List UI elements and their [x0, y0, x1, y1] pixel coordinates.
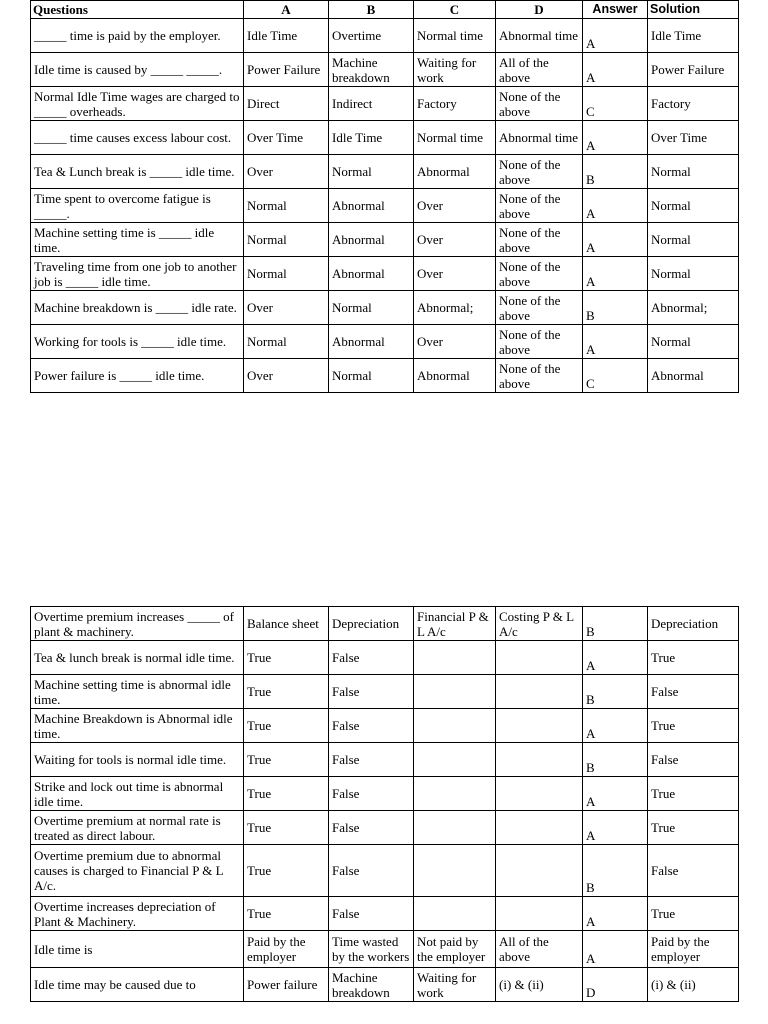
question-cell: Machine setting time is _____ idle time.: [31, 223, 244, 257]
option-c-cell: [414, 845, 496, 897]
header-row: [31, 1, 739, 19]
question-cell: Traveling time from one job to another job is _____ idle time.: [31, 257, 244, 291]
answer-cell: A: [583, 189, 648, 223]
question-cell: Idle time is: [31, 931, 244, 968]
option-d-cell: [496, 641, 583, 675]
answer-cell: B: [583, 291, 648, 325]
option-b-cell: False: [329, 675, 414, 709]
option-b-cell: Indirect: [329, 87, 414, 121]
option-a-cell: Power Failure: [244, 53, 329, 87]
solution-cell: Normal: [648, 257, 739, 291]
table-row: [31, 811, 739, 845]
option-a-cell: Over Time: [244, 121, 329, 155]
question-cell: Strike and lock out time is abnormal idle time.: [31, 777, 244, 811]
option-c-cell: [414, 641, 496, 675]
solution-cell: True: [648, 709, 739, 743]
answer-cell: B: [583, 845, 648, 897]
option-d-cell: All of the above: [496, 931, 583, 968]
option-b-cell: Normal: [329, 359, 414, 393]
question-cell: Overtime increases depreciation of Plant & Machinery.: [31, 897, 244, 931]
answer-cell: B: [583, 675, 648, 709]
option-d-cell: Abnormal time: [496, 19, 583, 53]
option-d-cell: [496, 743, 583, 777]
option-c-cell: Waiting for work: [414, 968, 496, 1002]
option-c-cell: Over: [414, 257, 496, 291]
option-c-cell: Factory: [414, 87, 496, 121]
option-b-cell: Machine breakdown: [329, 53, 414, 87]
table-row: [31, 87, 739, 121]
answer-cell: D: [583, 968, 648, 1002]
question-cell: Tea & Lunch break is _____ idle time.: [31, 155, 244, 189]
option-b-cell: Time wasted by the workers: [329, 931, 414, 968]
solution-cell: False: [648, 675, 739, 709]
option-d-cell: None of the above: [496, 359, 583, 393]
question-cell: Idle time is caused by _____ _____.: [31, 53, 244, 87]
option-b-cell: Normal: [329, 155, 414, 189]
option-b-cell: Abnormal: [329, 257, 414, 291]
option-c-cell: Over: [414, 223, 496, 257]
option-b-cell: Machine breakdown: [329, 968, 414, 1002]
option-a-cell: Normal: [244, 325, 329, 359]
option-b-cell: False: [329, 897, 414, 931]
option-d-cell: None of the above: [496, 291, 583, 325]
table-row: [31, 709, 739, 743]
option-d-cell: None of the above: [496, 87, 583, 121]
option-c-cell: [414, 709, 496, 743]
option-b-cell: False: [329, 845, 414, 897]
question-cell: Time spent to overcome fatigue is _____.: [31, 189, 244, 223]
option-c-cell: [414, 897, 496, 931]
header-c: C: [414, 1, 496, 19]
option-d-cell: [496, 811, 583, 845]
option-b-cell: Abnormal: [329, 189, 414, 223]
solution-cell: Normal: [648, 223, 739, 257]
option-c-cell: [414, 811, 496, 845]
header-answer: Answer: [583, 1, 648, 19]
question-cell: Waiting for tools is normal idle time.: [31, 743, 244, 777]
answer-cell: A: [583, 641, 648, 675]
mcq-table-1: [30, 0, 739, 393]
question-cell: Tea & lunch break is normal idle time.: [31, 641, 244, 675]
option-c-cell: [414, 777, 496, 811]
option-c-cell: [414, 675, 496, 709]
option-d-cell: None of the above: [496, 155, 583, 189]
solution-cell: True: [648, 641, 739, 675]
option-a-cell: True: [244, 777, 329, 811]
table-row: [31, 291, 739, 325]
solution-cell: False: [648, 845, 739, 897]
question-cell: Idle time may be caused due to: [31, 968, 244, 1002]
table-row: [31, 53, 739, 87]
option-d-cell: Abnormal time: [496, 121, 583, 155]
question-cell: Normal Idle Time wages are charged to _____ overheads.: [31, 87, 244, 121]
question-cell: Overtime premium increases _____ of plant & machinery.: [31, 607, 244, 641]
header-b: B: [329, 1, 414, 19]
option-a-cell: Over: [244, 155, 329, 189]
option-a-cell: Normal: [244, 223, 329, 257]
solution-cell: Paid by the employer: [648, 931, 739, 968]
option-a-cell: Normal: [244, 189, 329, 223]
solution-cell: Power Failure: [648, 53, 739, 87]
option-c-cell: Waiting for work: [414, 53, 496, 87]
solution-cell: False: [648, 743, 739, 777]
table-row: [31, 359, 739, 393]
question-cell: Machine setting time is abnormal idle time.: [31, 675, 244, 709]
option-b-cell: False: [329, 641, 414, 675]
table-row: [31, 641, 739, 675]
option-d-cell: [496, 709, 583, 743]
option-c-cell: Abnormal: [414, 359, 496, 393]
option-a-cell: Idle Time: [244, 19, 329, 53]
option-b-cell: Idle Time: [329, 121, 414, 155]
option-b-cell: False: [329, 709, 414, 743]
table-row: [31, 257, 739, 291]
option-d-cell: [496, 897, 583, 931]
option-a-cell: Over: [244, 359, 329, 393]
option-a-cell: Paid by the employer: [244, 931, 329, 968]
option-a-cell: Power failure: [244, 968, 329, 1002]
table-row: [31, 189, 739, 223]
answer-cell: A: [583, 53, 648, 87]
solution-cell: Abnormal;: [648, 291, 739, 325]
solution-cell: Normal: [648, 325, 739, 359]
option-b-cell: Abnormal: [329, 325, 414, 359]
answer-cell: A: [583, 223, 648, 257]
question-cell: Overtime premium due to abnormal causes is charged to Financial P & L A/c.: [31, 845, 244, 897]
answer-cell: A: [583, 257, 648, 291]
option-b-cell: Normal: [329, 291, 414, 325]
question-cell: Machine breakdown is _____ idle rate.: [31, 291, 244, 325]
solution-cell: (i) & (ii): [648, 968, 739, 1002]
table-row: [31, 845, 739, 897]
option-d-cell: None of the above: [496, 257, 583, 291]
option-c-cell: [414, 743, 496, 777]
answer-cell: B: [583, 155, 648, 189]
answer-cell: A: [583, 777, 648, 811]
option-b-cell: False: [329, 743, 414, 777]
question-cell: _____ time causes excess labour cost.: [31, 121, 244, 155]
table-row: [31, 155, 739, 189]
solution-cell: Normal: [648, 189, 739, 223]
option-c-cell: Over: [414, 189, 496, 223]
option-a-cell: Balance sheet: [244, 607, 329, 641]
option-a-cell: Direct: [244, 87, 329, 121]
solution-cell: Over Time: [648, 121, 739, 155]
table-row: [31, 777, 739, 811]
option-c-cell: Over: [414, 325, 496, 359]
question-cell: _____ time is paid by the employer.: [31, 19, 244, 53]
option-d-cell: None of the above: [496, 223, 583, 257]
option-d-cell: [496, 777, 583, 811]
question-cell: Power failure is _____ idle time.: [31, 359, 244, 393]
answer-cell: A: [583, 19, 648, 53]
table-row: [31, 675, 739, 709]
option-a-cell: True: [244, 897, 329, 931]
option-b-cell: False: [329, 777, 414, 811]
option-a-cell: True: [244, 675, 329, 709]
question-cell: Working for tools is _____ idle time.: [31, 325, 244, 359]
solution-cell: Factory: [648, 87, 739, 121]
table-row: [31, 931, 739, 968]
table-row: [31, 897, 739, 931]
table-row: [31, 325, 739, 359]
solution-cell: True: [648, 897, 739, 931]
option-a-cell: True: [244, 811, 329, 845]
table-row: [31, 19, 739, 53]
header-questions: Questions: [31, 1, 244, 19]
table-row: [31, 743, 739, 777]
solution-cell: Abnormal: [648, 359, 739, 393]
answer-cell: A: [583, 811, 648, 845]
answer-cell: A: [583, 931, 648, 968]
answer-cell: A: [583, 709, 648, 743]
answer-cell: A: [583, 325, 648, 359]
header-solution: Solution: [648, 1, 739, 19]
option-d-cell: (i) & (ii): [496, 968, 583, 1002]
answer-cell: A: [583, 121, 648, 155]
solution-cell: True: [648, 777, 739, 811]
option-d-cell: All of the above: [496, 53, 583, 87]
option-a-cell: Normal: [244, 257, 329, 291]
option-a-cell: True: [244, 709, 329, 743]
header-d: D: [496, 1, 583, 19]
question-cell: Machine Breakdown is Abnormal idle time.: [31, 709, 244, 743]
option-a-cell: True: [244, 641, 329, 675]
option-d-cell: None of the above: [496, 325, 583, 359]
table-row: [31, 121, 739, 155]
option-b-cell: Depreciation: [329, 607, 414, 641]
option-a-cell: True: [244, 845, 329, 897]
answer-cell: B: [583, 743, 648, 777]
table-row: [31, 968, 739, 1002]
option-c-cell: Financial P & L A/c: [414, 607, 496, 641]
option-b-cell: False: [329, 811, 414, 845]
answer-cell: B: [583, 607, 648, 641]
option-c-cell: Not paid by the employer: [414, 931, 496, 968]
solution-cell: True: [648, 811, 739, 845]
option-c-cell: Normal time: [414, 19, 496, 53]
table-row: [31, 607, 739, 641]
question-cell: Overtime premium at normal rate is treated as direct labour.: [31, 811, 244, 845]
option-a-cell: Over: [244, 291, 329, 325]
table-row: [31, 223, 739, 257]
answer-cell: C: [583, 359, 648, 393]
solution-cell: Idle Time: [648, 19, 739, 53]
option-a-cell: True: [244, 743, 329, 777]
option-b-cell: Abnormal: [329, 223, 414, 257]
answer-cell: A: [583, 897, 648, 931]
option-d-cell: None of the above: [496, 189, 583, 223]
option-c-cell: Abnormal;: [414, 291, 496, 325]
option-d-cell: [496, 845, 583, 897]
option-c-cell: Abnormal: [414, 155, 496, 189]
option-b-cell: Overtime: [329, 19, 414, 53]
solution-cell: Normal: [648, 155, 739, 189]
option-c-cell: Normal time: [414, 121, 496, 155]
option-d-cell: Costing P & L A/c: [496, 607, 583, 641]
mcq-table-2: [30, 606, 739, 1002]
answer-cell: C: [583, 87, 648, 121]
option-d-cell: [496, 675, 583, 709]
solution-cell: Depreciation: [648, 607, 739, 641]
header-a: A: [244, 1, 329, 19]
